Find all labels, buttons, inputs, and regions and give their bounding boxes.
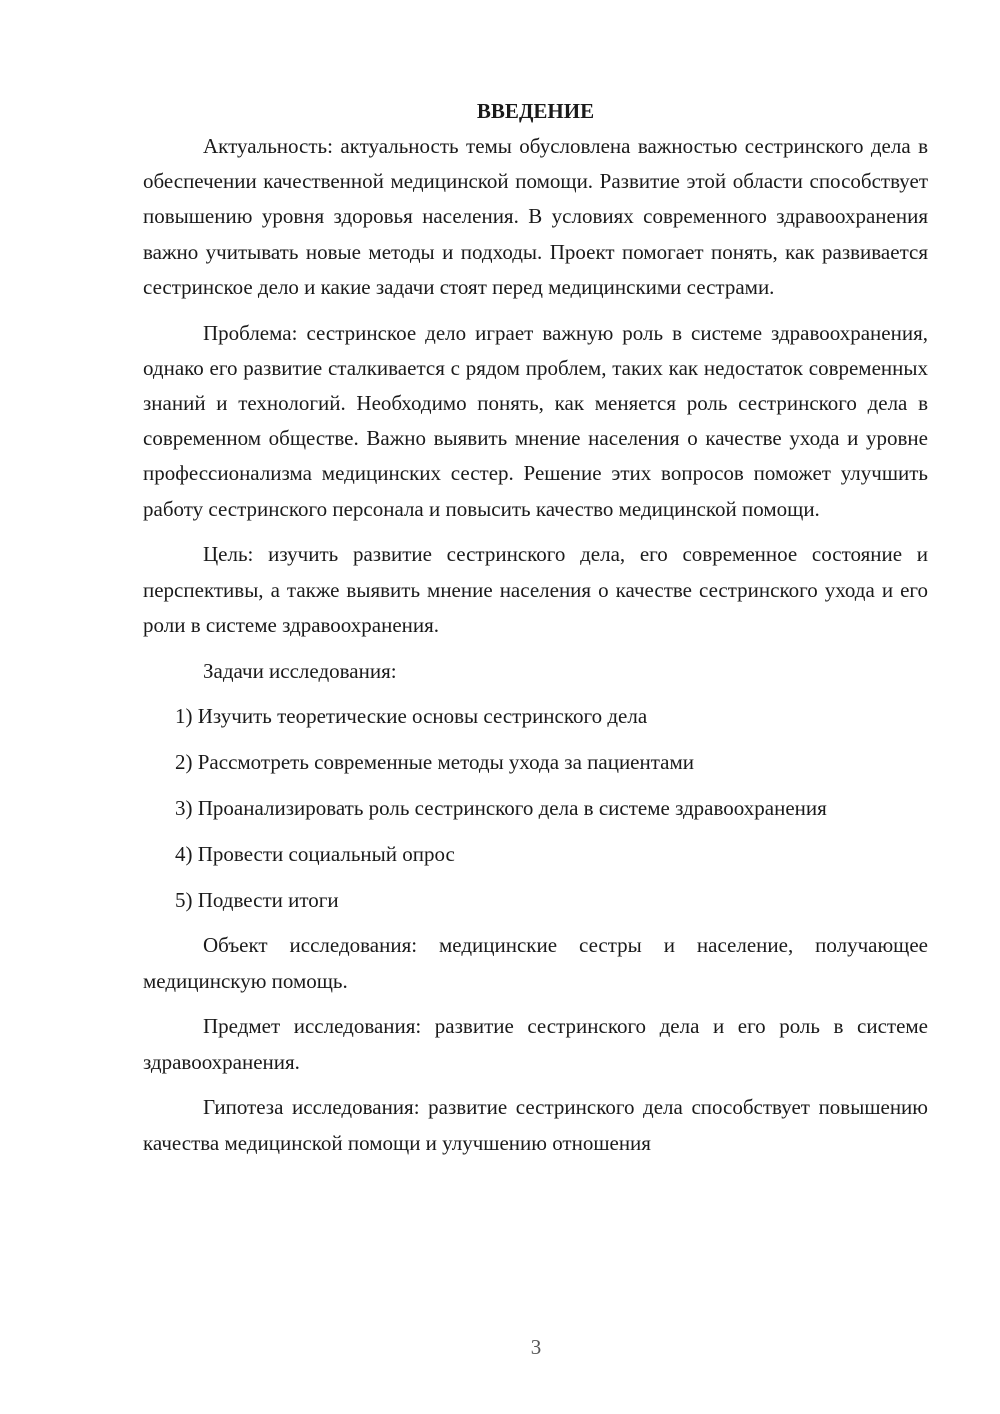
paragraph-hypothesis: Гипотеза исследования: развитие сестринского дела способствует повышению качества медицинской помощи и улучшению отношения — [143, 1095, 928, 1155]
page-title: ВВЕДЕНИЕ — [476, 99, 595, 123]
page-number: 3 — [530, 1335, 542, 1359]
list-item-task-2: 2) Рассмотреть современные методы ухода за пациентами — [175, 750, 695, 775]
list-item-task-1: 1) Изучить теоретические основы сестринского дела — [175, 704, 648, 729]
paragraph-object: Объект исследования: медицинские сестры и население, получающее медицинскую помощь. — [143, 933, 928, 993]
paragraph-problem: Проблема: сестринское дело играет важную роль в системе здравоохранения, однако его развитие сталкивается с рядом проблем, таких как недостаток современных знаний и технологий. Необходимо понять, как меняется роль сестринского дела в современном обществе. Важно выявить мнение населения о качестве ухода и уровне профессионализма медицинских сестер. Решение этих вопросов поможет улучшить работу сестринского персонала и повысить качество медицинской помощи. — [143, 320, 928, 521]
list-item-task-3: 3) Проанализировать роль сестринского дела в системе здравоохранения — [175, 796, 827, 821]
paragraph-tasks-heading: Задачи исследования: — [203, 658, 397, 683]
paragraph-subject: Предмет исследования: развитие сестринского дела и его роль в системе здравоохранения. — [143, 1014, 928, 1074]
list-item-task-4: 4) Провести социальный опрос — [175, 841, 455, 866]
paragraph-relevance: Актуальность: актуальность темы обусловлена важностью сестринского дела в обеспечении качественной медицинской помощи. Развитие этой области способствует повышению уровня здоровья населения. В условиях современного здравоохранения важно учитывать новые методы и подходы. Проект помогает понять, как развивается сестринское дело и какие задачи стоят перед медицинскими сестрами. — [143, 134, 928, 299]
list-item-task-5: 5) Подвести итоги — [175, 887, 339, 912]
document-page — [143, 94, 928, 1161]
paragraph-goal: Цель: изучить развитие сестринского дела, его современное состояние и перспективы, а также выявить мнение населения о качестве сестринского ухода и его роли в системе здравоохранения. — [143, 542, 928, 637]
